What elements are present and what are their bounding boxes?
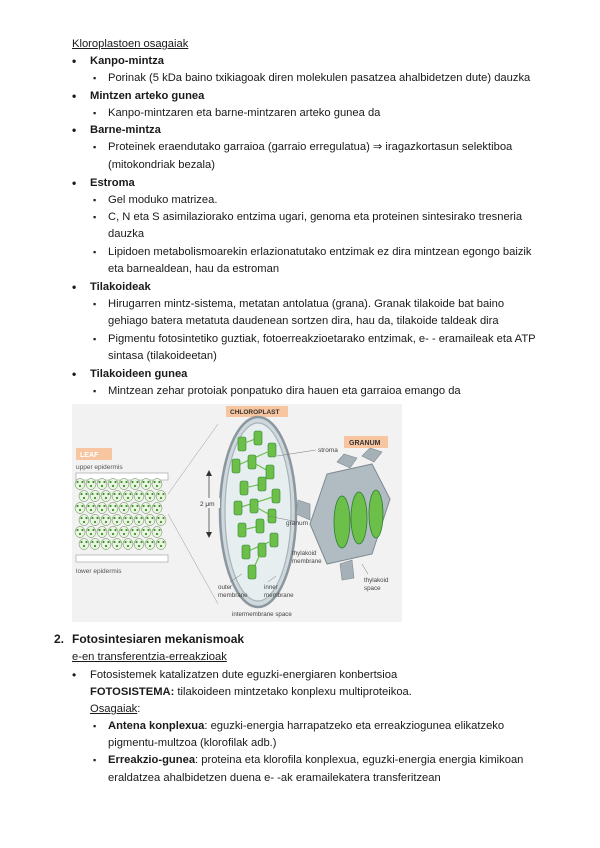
leaf-chloroplast-dot xyxy=(123,485,125,487)
item-text: ▪ C, N eta S asimilaziorako entzima ugari, genoma eta proteinen sintesirako tresneria xyxy=(108,209,522,225)
leaf-chloroplast-dot xyxy=(109,529,111,531)
leaf-cell xyxy=(134,539,144,550)
leaf-chloroplast-dot xyxy=(138,521,140,523)
leaf-chloroplast-dot xyxy=(90,533,92,535)
leaf-cell xyxy=(141,479,151,490)
leaf-cell xyxy=(75,527,85,538)
item-title: • Tilakoideen gunea xyxy=(90,366,187,382)
leaf-chloroplast-dot xyxy=(92,505,94,507)
item-title: • Mintzen arteko gunea xyxy=(90,88,204,104)
leaf-chloroplast-dot xyxy=(124,541,126,543)
leaf-chloroplast-dot xyxy=(158,481,160,483)
leaf-chloroplast-dot xyxy=(158,529,160,531)
leaf-chloroplast-dot xyxy=(116,521,118,523)
leaf-chloroplast-dot xyxy=(146,517,148,519)
leaf-chloroplast-dot xyxy=(109,481,111,483)
leaf-cell xyxy=(112,515,122,526)
leaf-chloroplast-dot xyxy=(145,509,147,511)
leaf-chloroplast-dot xyxy=(138,497,140,499)
leaf-cell xyxy=(119,479,129,490)
leaf-chloroplast-dot xyxy=(156,533,158,535)
leaf-chloroplast-dot xyxy=(112,533,114,535)
leaf-cell xyxy=(141,527,151,538)
leaf-cell xyxy=(108,479,118,490)
item-title: • Tilakoideak xyxy=(90,279,151,295)
fotosistema-line xyxy=(90,684,412,700)
leaf-chloroplast-dot xyxy=(157,517,159,519)
granum-tube xyxy=(340,560,354,580)
component-text-cont: eraldatzea ahalbidetzen duena e- -ak eramailekatera transferitzean xyxy=(108,772,441,784)
item-text-cont: sintasa (tilakoideetan) xyxy=(108,350,217,362)
leaf-chloroplast-dot xyxy=(118,493,120,495)
leaf-chloroplast-dot xyxy=(105,497,107,499)
leaf-chloroplast-dot xyxy=(131,505,133,507)
leaf-chloroplast-dot xyxy=(135,493,137,495)
leaf-cell xyxy=(79,515,89,526)
leaf-cell xyxy=(134,515,144,526)
outer-membrane-label: outer xyxy=(218,584,233,591)
item-title: • Kanpo-mintza xyxy=(90,53,164,69)
item-text: ▪ Proteinek eraendutako garraioa (garraio erregulatua) ⇒ iragazkortasun selektiboa xyxy=(108,139,512,155)
leaf-chloroplast-dot xyxy=(140,541,142,543)
leaf-chloroplast-dot xyxy=(109,505,111,507)
leaf-chloroplast-dot xyxy=(127,545,129,547)
leaf-chloroplast-dot xyxy=(151,493,153,495)
leaf-chloroplast-dot xyxy=(151,517,153,519)
leaf-chloroplast-dot xyxy=(102,517,104,519)
leaf-cell xyxy=(97,527,107,538)
leaf-chloroplast-dot xyxy=(149,497,151,499)
leaf-chloroplast-dot xyxy=(120,505,122,507)
leaf-chloroplast-dot xyxy=(136,481,138,483)
leaf-chloroplast-dot xyxy=(112,485,114,487)
leaf-chloroplast-dot xyxy=(103,505,105,507)
leaf-chloroplast-dot xyxy=(79,509,81,511)
leaf-chloroplast-dot xyxy=(92,481,94,483)
leaf-chloroplast-dot xyxy=(81,481,83,483)
leaf-chloroplast-dot xyxy=(94,521,96,523)
leaf-cell xyxy=(119,527,129,538)
leaf-chloroplast-dot xyxy=(146,541,148,543)
leaf-label: LEAF xyxy=(80,452,99,459)
item-text-cont: eta barnealdean, hau da estroman xyxy=(108,263,280,275)
leaf-chloroplast-dot xyxy=(92,529,94,531)
leaf-chloroplast-dot xyxy=(103,481,105,483)
intermembrane-space-label: intermembrane space xyxy=(232,611,292,618)
leaf-chloroplast-dot xyxy=(157,541,159,543)
leaf-chloroplast-dot xyxy=(102,541,104,543)
section-subheading: e-en transferentzia-erreakzioak xyxy=(72,651,227,663)
leaf-chloroplast-dot xyxy=(85,517,87,519)
leaf-cell xyxy=(145,515,155,526)
leaf-cell xyxy=(86,527,96,538)
granum-stack xyxy=(232,459,240,473)
outer-membrane-label-2: membrane xyxy=(218,592,248,599)
leaf-chloroplast-dot xyxy=(134,485,136,487)
granum-small-label: granum xyxy=(286,520,309,527)
leaf-chloroplast-dot xyxy=(158,505,160,507)
granum-stack xyxy=(234,501,242,515)
leaf-chloroplast-dot xyxy=(83,545,85,547)
leaf-cell xyxy=(101,539,111,550)
leaf-chloroplast-dot xyxy=(107,517,109,519)
leaf-cell xyxy=(156,491,166,502)
leaf-chloroplast-dot xyxy=(151,541,153,543)
leaf-cell xyxy=(130,503,140,514)
leaf-chloroplast-dot xyxy=(79,485,81,487)
leaf-chloroplast-dot xyxy=(114,505,116,507)
leaf-chloroplast-dot xyxy=(105,521,107,523)
leaf-chloroplast-dot xyxy=(160,521,162,523)
item-text: ▪ Kanpo-mintzaren eta barne-mintzaren arteko gunea da xyxy=(108,105,380,121)
leaf-chloroplast-dot xyxy=(118,517,120,519)
leaf-cell xyxy=(141,503,151,514)
leaf-chloroplast-dot xyxy=(149,545,151,547)
leaf-chloroplast-dot xyxy=(85,493,87,495)
scale-label: 2 μm xyxy=(200,501,215,508)
leaf-chloroplast-dot xyxy=(149,521,151,523)
thylakoid-disc xyxy=(369,490,383,538)
leaf-cell xyxy=(119,503,129,514)
granum-stack xyxy=(254,431,262,445)
chloroplast-figure xyxy=(72,404,402,622)
leaf-chloroplast-dot xyxy=(156,509,158,511)
leaf-chloroplast-dot xyxy=(129,541,131,543)
leaf-chloroplast-dot xyxy=(142,481,144,483)
leaf-chloroplast-dot xyxy=(136,505,138,507)
item-text: ▪ Porinak (5 kDa baino txikiagoak diren molekulen pasatzea ahalbidetzen dute) dauzka xyxy=(108,70,530,86)
thylakoid-disc xyxy=(351,492,367,544)
leaf-cell xyxy=(156,539,166,550)
leaf-chloroplast-dot xyxy=(153,505,155,507)
leaf-chloroplast-dot xyxy=(90,509,92,511)
leaf-chloroplast-dot xyxy=(135,541,137,543)
thylakoid-membrane-label: thylakoid xyxy=(292,550,317,557)
leaf-chloroplast-dot xyxy=(131,481,133,483)
item-text-cont: gehiago batera metatuta daudenean sortzen dira, hau da, tilakoide taldeak dira xyxy=(108,315,499,327)
leaf-chloroplast-dot xyxy=(147,505,149,507)
leaf-chloroplast-dot xyxy=(96,493,98,495)
leaf-chloroplast-dot xyxy=(113,517,115,519)
granum-stack xyxy=(258,477,266,491)
leaf-chloroplast-dot xyxy=(157,493,159,495)
leaf-chloroplast-dot xyxy=(94,497,96,499)
granum-stack xyxy=(242,545,250,559)
thylakoid-disc xyxy=(334,496,350,548)
leaf-chloroplast-dot xyxy=(94,545,96,547)
leaf-chloroplast-dot xyxy=(129,517,131,519)
leaf-cell xyxy=(101,515,111,526)
leaf-chloroplast-dot xyxy=(79,533,81,535)
component-text: : proteina eta klorofila konplexua, eguzki-energia energia kimikoan xyxy=(195,754,524,766)
leaf-chloroplast-dot xyxy=(91,517,93,519)
leaf-chloroplast-dot xyxy=(134,509,136,511)
leaf-chloroplast-dot xyxy=(162,541,164,543)
item-text-cont: dauzka xyxy=(108,228,145,240)
leaf-cell xyxy=(130,527,140,538)
leaf-cell xyxy=(156,515,166,526)
leaf-chloroplast-dot xyxy=(147,481,149,483)
leaf-cell xyxy=(86,479,96,490)
inner-membrane-label-2: membrane xyxy=(264,592,294,599)
osagaiak-line xyxy=(90,701,140,717)
component-item xyxy=(108,752,523,768)
leaf-chloroplast-dot xyxy=(98,481,100,483)
leaf-chloroplast-dot xyxy=(162,493,164,495)
leaf-cell xyxy=(112,491,122,502)
leaf-chloroplast-dot xyxy=(80,493,82,495)
leaf-chloroplast-dot xyxy=(98,505,100,507)
leaf-chloroplast-dot xyxy=(81,529,83,531)
item-title: • Estroma xyxy=(90,175,135,191)
leaf-chloroplast-dot xyxy=(136,529,138,531)
leaf-chloroplast-dot xyxy=(123,509,125,511)
thylakoid-space-label: thylakoid xyxy=(364,577,389,584)
leaf-chloroplast-dot xyxy=(76,481,78,483)
leaf-cell xyxy=(86,503,96,514)
leaf-chloroplast-dot xyxy=(112,509,114,511)
leaf-chloroplast-dot xyxy=(101,533,103,535)
leaf-chloroplast-dot xyxy=(142,505,144,507)
inner-membrane-label: inner xyxy=(264,584,278,591)
chloroplast-label: CHLOROPLAST xyxy=(230,409,280,416)
section-heading: Kloroplastoen osagaiak xyxy=(72,38,189,50)
leaf-chloroplast-dot xyxy=(142,529,144,531)
leaf-chloroplast-dot xyxy=(124,517,126,519)
leaf-chloroplast-dot xyxy=(116,545,118,547)
item-text: ▪ Mintzean zehar protoiak ponpatuko dira hauen eta garraioa emango da xyxy=(108,383,461,399)
leaf-chloroplast-dot xyxy=(162,517,164,519)
leaf-chloroplast-dot xyxy=(156,485,158,487)
component-text: : eguzki-energia harrapatzeko eta erreakziogunea elikatzeko xyxy=(204,720,505,732)
leaf-cell xyxy=(101,491,111,502)
leaf-cell xyxy=(112,539,122,550)
leaf-cell xyxy=(152,527,162,538)
leaf-chloroplast-dot xyxy=(125,505,127,507)
leaf-cell xyxy=(152,503,162,514)
leaf-cell xyxy=(97,479,107,490)
leaf-chloroplast-dot xyxy=(160,497,162,499)
leaf-cell xyxy=(145,539,155,550)
leaf-chloroplast-dot xyxy=(113,493,115,495)
leaf-chloroplast-dot xyxy=(124,493,126,495)
leaf-chloroplast-dot xyxy=(120,529,122,531)
item-text-cont: (mitokondriak bezala) xyxy=(108,159,215,171)
leaf-cell xyxy=(152,479,162,490)
leaf-cell xyxy=(75,479,85,490)
leaf-chloroplast-dot xyxy=(107,541,109,543)
leaf-chloroplast-dot xyxy=(83,497,85,499)
leaf-chloroplast-dot xyxy=(91,493,93,495)
leaf-cell xyxy=(97,503,107,514)
leaf-chloroplast-dot xyxy=(134,533,136,535)
leaf-chloroplast-dot xyxy=(80,517,82,519)
leaf-chloroplast-dot xyxy=(125,529,127,531)
leaf-chloroplast-dot xyxy=(140,493,142,495)
leaf-chloroplast-dot xyxy=(76,505,78,507)
leaf-chloroplast-dot xyxy=(80,541,82,543)
leaf-chloroplast-dot xyxy=(113,541,115,543)
bullet-text: • Fotosistemek katalizatzen dute eguzki-energiaren konbertsioa xyxy=(90,667,397,683)
leaf-cell xyxy=(108,527,118,538)
leaf-cell xyxy=(75,503,85,514)
component-text-cont: pigmentu-multzoa (klorofilak adb.) xyxy=(108,737,277,749)
leaf-cell xyxy=(123,491,133,502)
lower-epidermis xyxy=(76,555,168,562)
leaf-chloroplast-dot xyxy=(101,485,103,487)
component-term: Erreakzio-gunea xyxy=(108,754,196,766)
leaf-chloroplast-dot xyxy=(118,541,120,543)
leaf-chloroplast-dot xyxy=(81,505,83,507)
leaf-chloroplast-dot xyxy=(147,529,149,531)
leaf-cell xyxy=(145,491,155,502)
leaf-chloroplast-dot xyxy=(98,529,100,531)
leaf-chloroplast-dot xyxy=(85,541,87,543)
leaf-chloroplast-dot xyxy=(123,533,125,535)
item-text: ▪ Lipidoen metabolismoarekin erlazionatutako entzimak ez dira mintzean egongo baizik xyxy=(108,244,532,260)
leaf-chloroplast-dot xyxy=(107,493,109,495)
item-text: ▪ Hirugarren mintz-sistema, metatan antolatua (grana). Granak tilakoide bat baino xyxy=(108,296,504,312)
leaf-chloroplast-dot xyxy=(76,529,78,531)
component-item xyxy=(108,718,504,734)
leaf-chloroplast-dot xyxy=(103,529,105,531)
leaf-cell xyxy=(130,479,140,490)
thylakoid-membrane-label-2: membrane xyxy=(292,558,322,565)
item-text: ▪ Gel moduko matrizea. xyxy=(108,192,217,208)
leaf-chloroplast-dot xyxy=(87,481,89,483)
section-number: 2. xyxy=(54,632,65,646)
leaf-chloroplast-dot xyxy=(120,481,122,483)
leaf-chloroplast-dot xyxy=(127,497,129,499)
component-term: Antena konplexua xyxy=(108,720,205,732)
granum-stack xyxy=(266,465,274,479)
leaf-cell xyxy=(90,491,100,502)
leaf-chloroplast-dot xyxy=(105,545,107,547)
leaf-cell xyxy=(108,503,118,514)
leaf-cell xyxy=(90,515,100,526)
leaf-chloroplast-dot xyxy=(145,533,147,535)
item-title: • Barne-mintza xyxy=(90,122,161,138)
leaf-chloroplast-dot xyxy=(153,481,155,483)
leaf-cell xyxy=(134,491,144,502)
leaf-chloroplast-dot xyxy=(129,493,131,495)
leaf-cell xyxy=(90,539,100,550)
leaf-chloroplast-dot xyxy=(87,529,89,531)
lower-epidermis-label: lower epidermis xyxy=(76,568,122,575)
leaf-chloroplast-dot xyxy=(116,497,118,499)
leaf-chloroplast-dot xyxy=(145,485,147,487)
granum-label: GRANUM xyxy=(349,440,381,447)
item-text: ▪ Pigmentu fotosintetiko guztiak, fotoerreakzioetarako entzimak, e- - eramaileak eta ATP xyxy=(108,331,536,347)
leaf-chloroplast-dot xyxy=(101,509,103,511)
leaf-chloroplast-dot xyxy=(102,493,104,495)
leaf-chloroplast-dot xyxy=(127,521,129,523)
leaf-chloroplast-dot xyxy=(146,493,148,495)
leaf-chloroplast-dot xyxy=(114,481,116,483)
granum-stack xyxy=(248,565,256,579)
fotosistema-term: FOTOSISTEMA: xyxy=(90,686,175,698)
leaf-chloroplast-dot xyxy=(160,545,162,547)
leaf-chloroplast-dot xyxy=(96,541,98,543)
leaf-chloroplast-dot xyxy=(131,529,133,531)
granum-stack xyxy=(256,519,264,533)
leaf-chloroplast-dot xyxy=(135,517,137,519)
thylakoid-space-label-2: space xyxy=(364,585,381,592)
leaf-chloroplast-dot xyxy=(140,517,142,519)
fotosistema-def: tilakoideen mintzetako konplexu multiproteikoa. xyxy=(174,686,412,698)
leaf-chloroplast-dot xyxy=(153,529,155,531)
leaf-chloroplast-dot xyxy=(91,541,93,543)
leaf-chloroplast-dot xyxy=(125,481,127,483)
leaf-cell xyxy=(79,539,89,550)
leaf-cell xyxy=(123,539,133,550)
section-title: Fotosintesiaren mekanismoak xyxy=(72,632,245,646)
leaf-chloroplast-dot xyxy=(83,521,85,523)
leaf-chloroplast-dot xyxy=(96,517,98,519)
osagaiak-colon: : xyxy=(137,703,141,715)
osagaiak-label: Osagaiak xyxy=(90,703,138,715)
leaf-chloroplast-dot xyxy=(138,545,140,547)
leaf-cell xyxy=(79,491,89,502)
leaf-chloroplast-dot xyxy=(90,485,92,487)
upper-epidermis-label: upper epidermis xyxy=(76,464,123,471)
leaf-cell xyxy=(123,515,133,526)
stroma-label: stroma xyxy=(318,447,338,454)
leaf-chloroplast-dot xyxy=(87,505,89,507)
leaf-chloroplast-dot xyxy=(114,529,116,531)
